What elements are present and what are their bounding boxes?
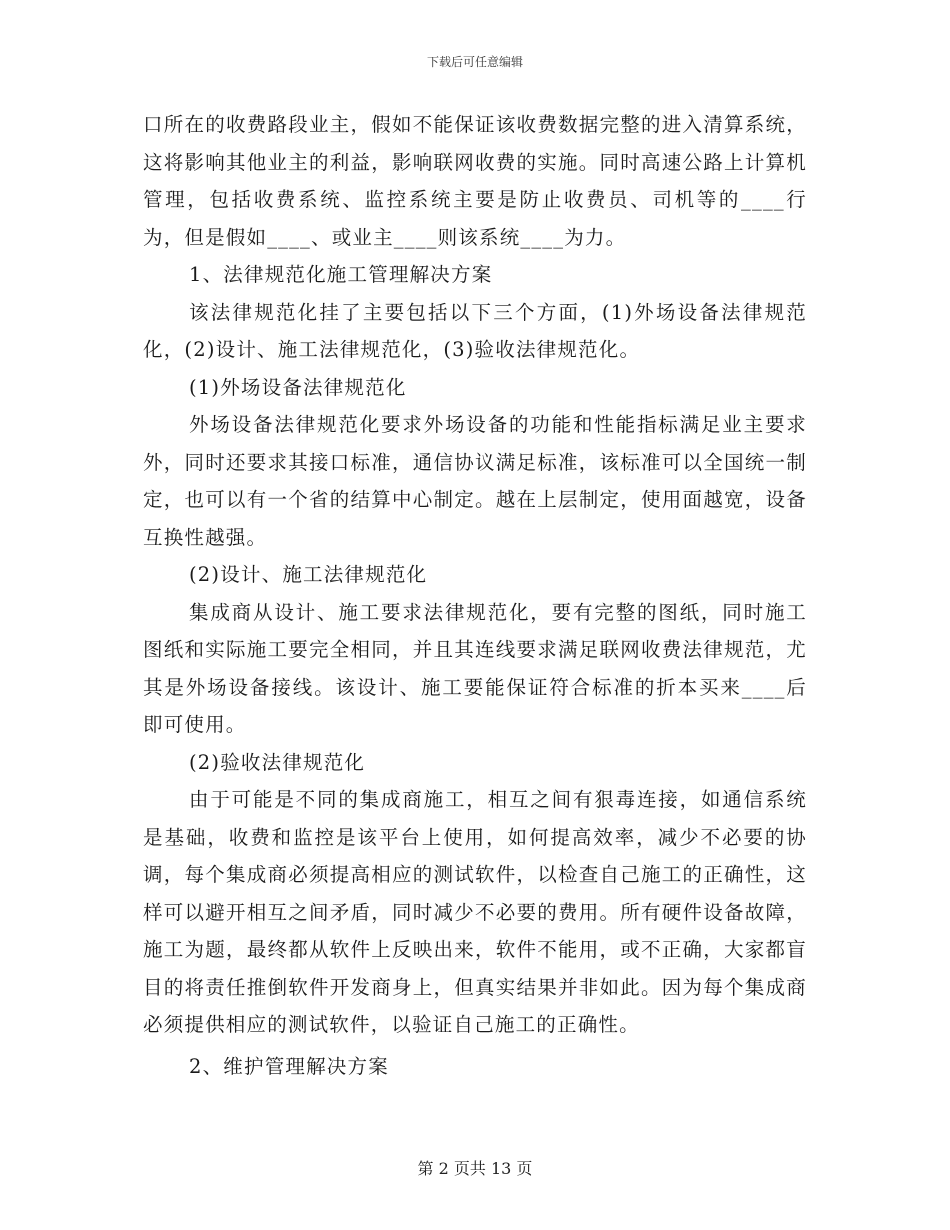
paragraph-continued: 口所在的收费路段业主，假如不能保证该收费数据完整的进入清算系统，这将影响其他业主的利益，影响联网收费的实施。同时高速公路上计算机管理，包括收费系统、监控系统主要是防止收费员、司机等的____行为，但是假如____、或业主____则该系统____为力。 bbox=[143, 113, 807, 249]
section-heading-2: 2、维护管理解决方案 bbox=[189, 1054, 389, 1078]
paragraph-design-construction: 集成商从设计、施工要求法律规范化，要有完整的图纸，同时施工图纸和实际施工要完全相同，并且其连线要求满足联网收费法律规范，尤其是外场设备接线。该设计、施工要能保证符合标准的折本买来____后即可使用。 bbox=[143, 600, 807, 736]
paragraph-scope: 该法律规范化挂了主要包括以下三个方面，(1)外场设备法律规范化，(2)设计、施工法律规范化，(3)验收法律规范化。 bbox=[143, 300, 807, 361]
paragraph-field-equipment: 外场设备法律规范化要求外场设备的功能和性能指标满足业主要求外，同时还要求其接口标准，通信协议满足标准，该标准可以全国统一制定，也可以有一个省的结算中心制定。越在上层制定，使用面越宽，设备互换性越强。 bbox=[143, 413, 807, 549]
paragraph-acceptance: 由于可能是不同的集成商施工，相互之间有狠毒连接，如通信系统是基础，收费和监控是该平台上使用，如何提高效率，减少不必要的协调，每个集成商必须提高相应的测试软件，以检查自己施工的正确性，这样可以避开相互之间矛盾，同时减少不必要的费用。所有硬件设备故障，施工为题，最终都从软件上反映出来，软件不能用，或不正确，大家都盲目的将责任推倒软件开发商身上，但真实结果并非如此。因为每个集成商必须提供相应的测试软件，以验证自己施工的正确性。 bbox=[143, 788, 807, 1036]
document-body bbox=[143, 106, 807, 1085]
subsection-heading-design-construction: (2)设计、施工法律规范化 bbox=[189, 563, 428, 586]
section-heading-1: 1、法律规范化施工管理解决方案 bbox=[189, 263, 493, 286]
page-number: 第 2 页共 13 页 bbox=[417, 1159, 533, 1178]
subsection-heading-acceptance: (2)验收法律规范化 bbox=[189, 750, 366, 774]
subsection-heading-field-equipment: (1)外场设备法律规范化 bbox=[189, 375, 407, 399]
page-header: 下载后可任意编辑 bbox=[426, 55, 523, 69]
